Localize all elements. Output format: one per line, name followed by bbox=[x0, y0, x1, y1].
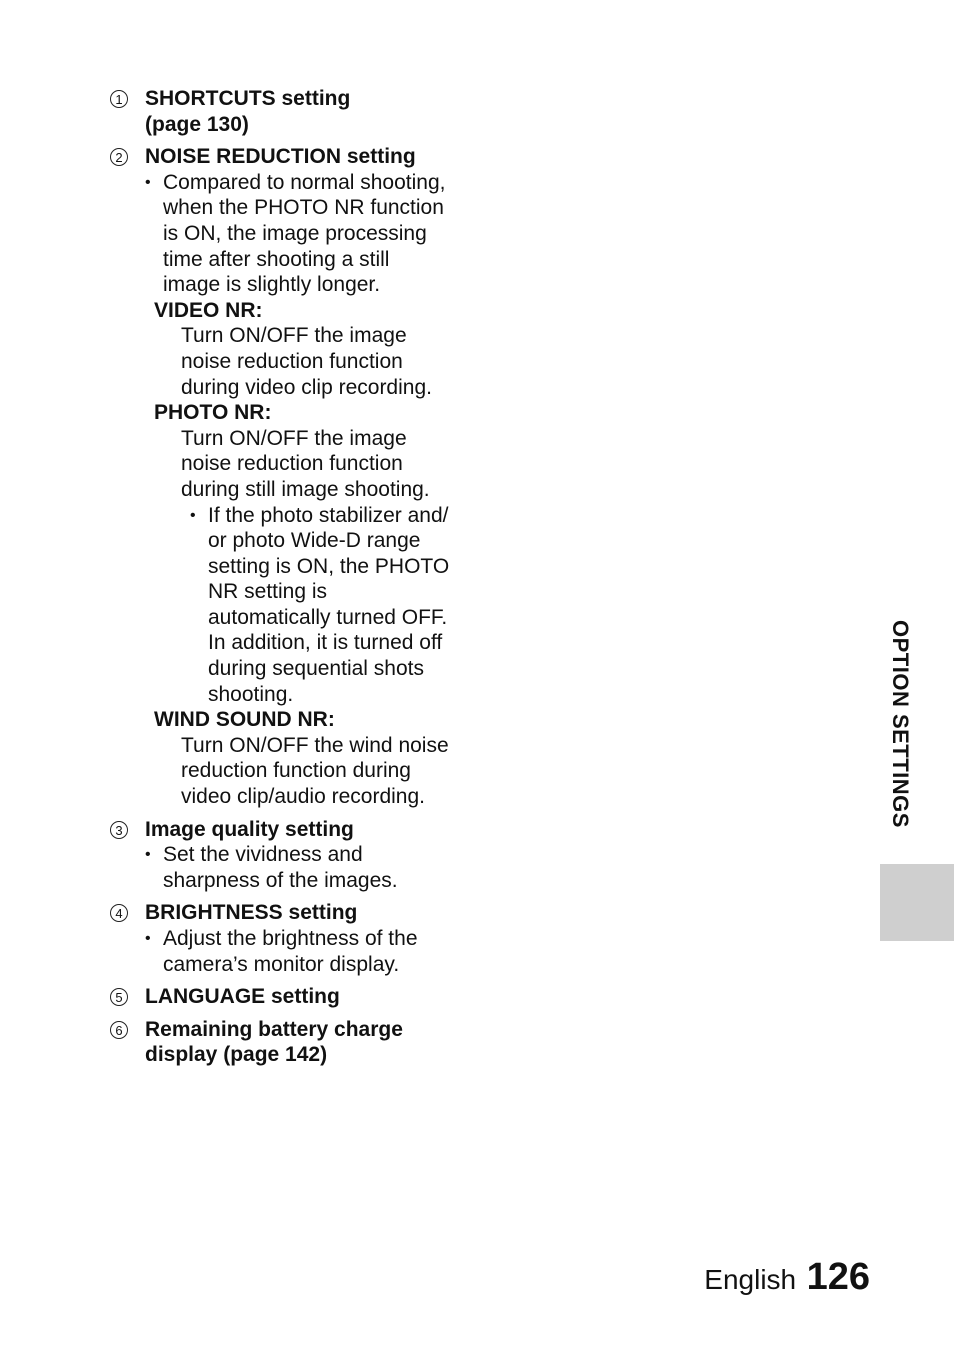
sub-desc-line: during video clip recording. bbox=[181, 375, 432, 399]
sub-label: PHOTO NR: bbox=[154, 401, 272, 425]
list-item bbox=[108, 144, 478, 809]
item-number: 6 bbox=[110, 1021, 128, 1039]
bullet-line: • Compared to normal shooting, bbox=[163, 170, 446, 194]
sub-setting-wind-sound-nr bbox=[154, 707, 478, 809]
item-number: 3 bbox=[110, 821, 128, 839]
list-item bbox=[108, 900, 478, 977]
page-number: 126 bbox=[806, 1256, 870, 1298]
section-tab-marker bbox=[880, 864, 954, 941]
sub-desc-line: during still image shooting. bbox=[181, 477, 430, 501]
bullet-line: • Set the vividness and bbox=[163, 843, 363, 867]
sub-desc-line: video clip/audio recording. bbox=[181, 785, 425, 809]
sub-desc-line: Turn ON/OFF the wind noise bbox=[181, 733, 449, 757]
item-number: 4 bbox=[110, 904, 128, 922]
item-title: BRIGHTNESS setting bbox=[145, 901, 358, 925]
bullet-note bbox=[190, 503, 478, 708]
bullet-line: • Adjust the brightness of the bbox=[163, 927, 418, 950]
item-title: display (page 142) bbox=[145, 1043, 328, 1067]
sub-desc-line: noise reduction function bbox=[181, 452, 403, 476]
item-title: Image quality setting bbox=[145, 817, 354, 841]
list-item bbox=[108, 86, 478, 137]
bullet-line: In addition, it is turned off bbox=[208, 631, 443, 655]
bullet-note bbox=[145, 926, 478, 977]
item-title: NOISE REDUCTION setting bbox=[145, 145, 416, 169]
section-side-label: OPTION SETTINGS bbox=[888, 620, 913, 828]
bullet-line: • If the photo stabilizer and/ bbox=[208, 503, 449, 527]
bullet-line: is ON, the image processing bbox=[163, 221, 427, 245]
item-title: Remaining battery charge bbox=[145, 1017, 403, 1041]
bullet-line: when the PHOTO NR function bbox=[163, 196, 444, 220]
item-title: SHORTCUTS setting bbox=[145, 87, 351, 110]
item-title: (page 130) bbox=[145, 112, 249, 136]
bullet-line: during sequential shots bbox=[208, 657, 424, 681]
bullet-line: or photo Wide-D range bbox=[208, 529, 421, 553]
sub-label: VIDEO NR: bbox=[154, 298, 263, 322]
settings-list bbox=[108, 86, 478, 1068]
footer-language: English bbox=[704, 1264, 797, 1295]
bullet-line: camera’s monitor display. bbox=[163, 952, 400, 976]
bullet-line: setting is ON, the PHOTO bbox=[208, 554, 450, 578]
sub-desc-line: noise reduction function bbox=[181, 349, 403, 373]
bullet-line: NR setting is bbox=[208, 580, 328, 604]
list-item bbox=[108, 1017, 478, 1068]
sub-desc-line: Turn ON/OFF the image bbox=[181, 324, 407, 348]
sub-setting-photo-nr bbox=[154, 400, 478, 707]
bullet-note bbox=[145, 842, 478, 893]
sub-desc-line: reduction function during bbox=[181, 759, 411, 783]
bullet-line: sharpness of the images. bbox=[163, 868, 398, 892]
item-title: LANGUAGE setting bbox=[145, 985, 340, 1009]
page-footer bbox=[704, 1256, 870, 1299]
sub-setting-video-nr bbox=[154, 298, 478, 400]
bullet-line: image is slightly longer. bbox=[163, 273, 381, 297]
bullet-line: shooting. bbox=[208, 682, 294, 706]
item-number: 5 bbox=[110, 988, 128, 1006]
list-item bbox=[108, 817, 478, 894]
bullet-line: time after shooting a still bbox=[163, 247, 390, 271]
sub-label: WIND SOUND NR: bbox=[154, 708, 335, 732]
bullet-line: automatically turned OFF. bbox=[208, 605, 448, 629]
list-item bbox=[108, 984, 478, 1010]
sub-desc-line: Turn ON/OFF the image bbox=[181, 426, 407, 450]
bullet-note bbox=[145, 170, 478, 298]
item-number: 1 bbox=[110, 90, 128, 108]
item-number: 2 bbox=[110, 148, 128, 166]
